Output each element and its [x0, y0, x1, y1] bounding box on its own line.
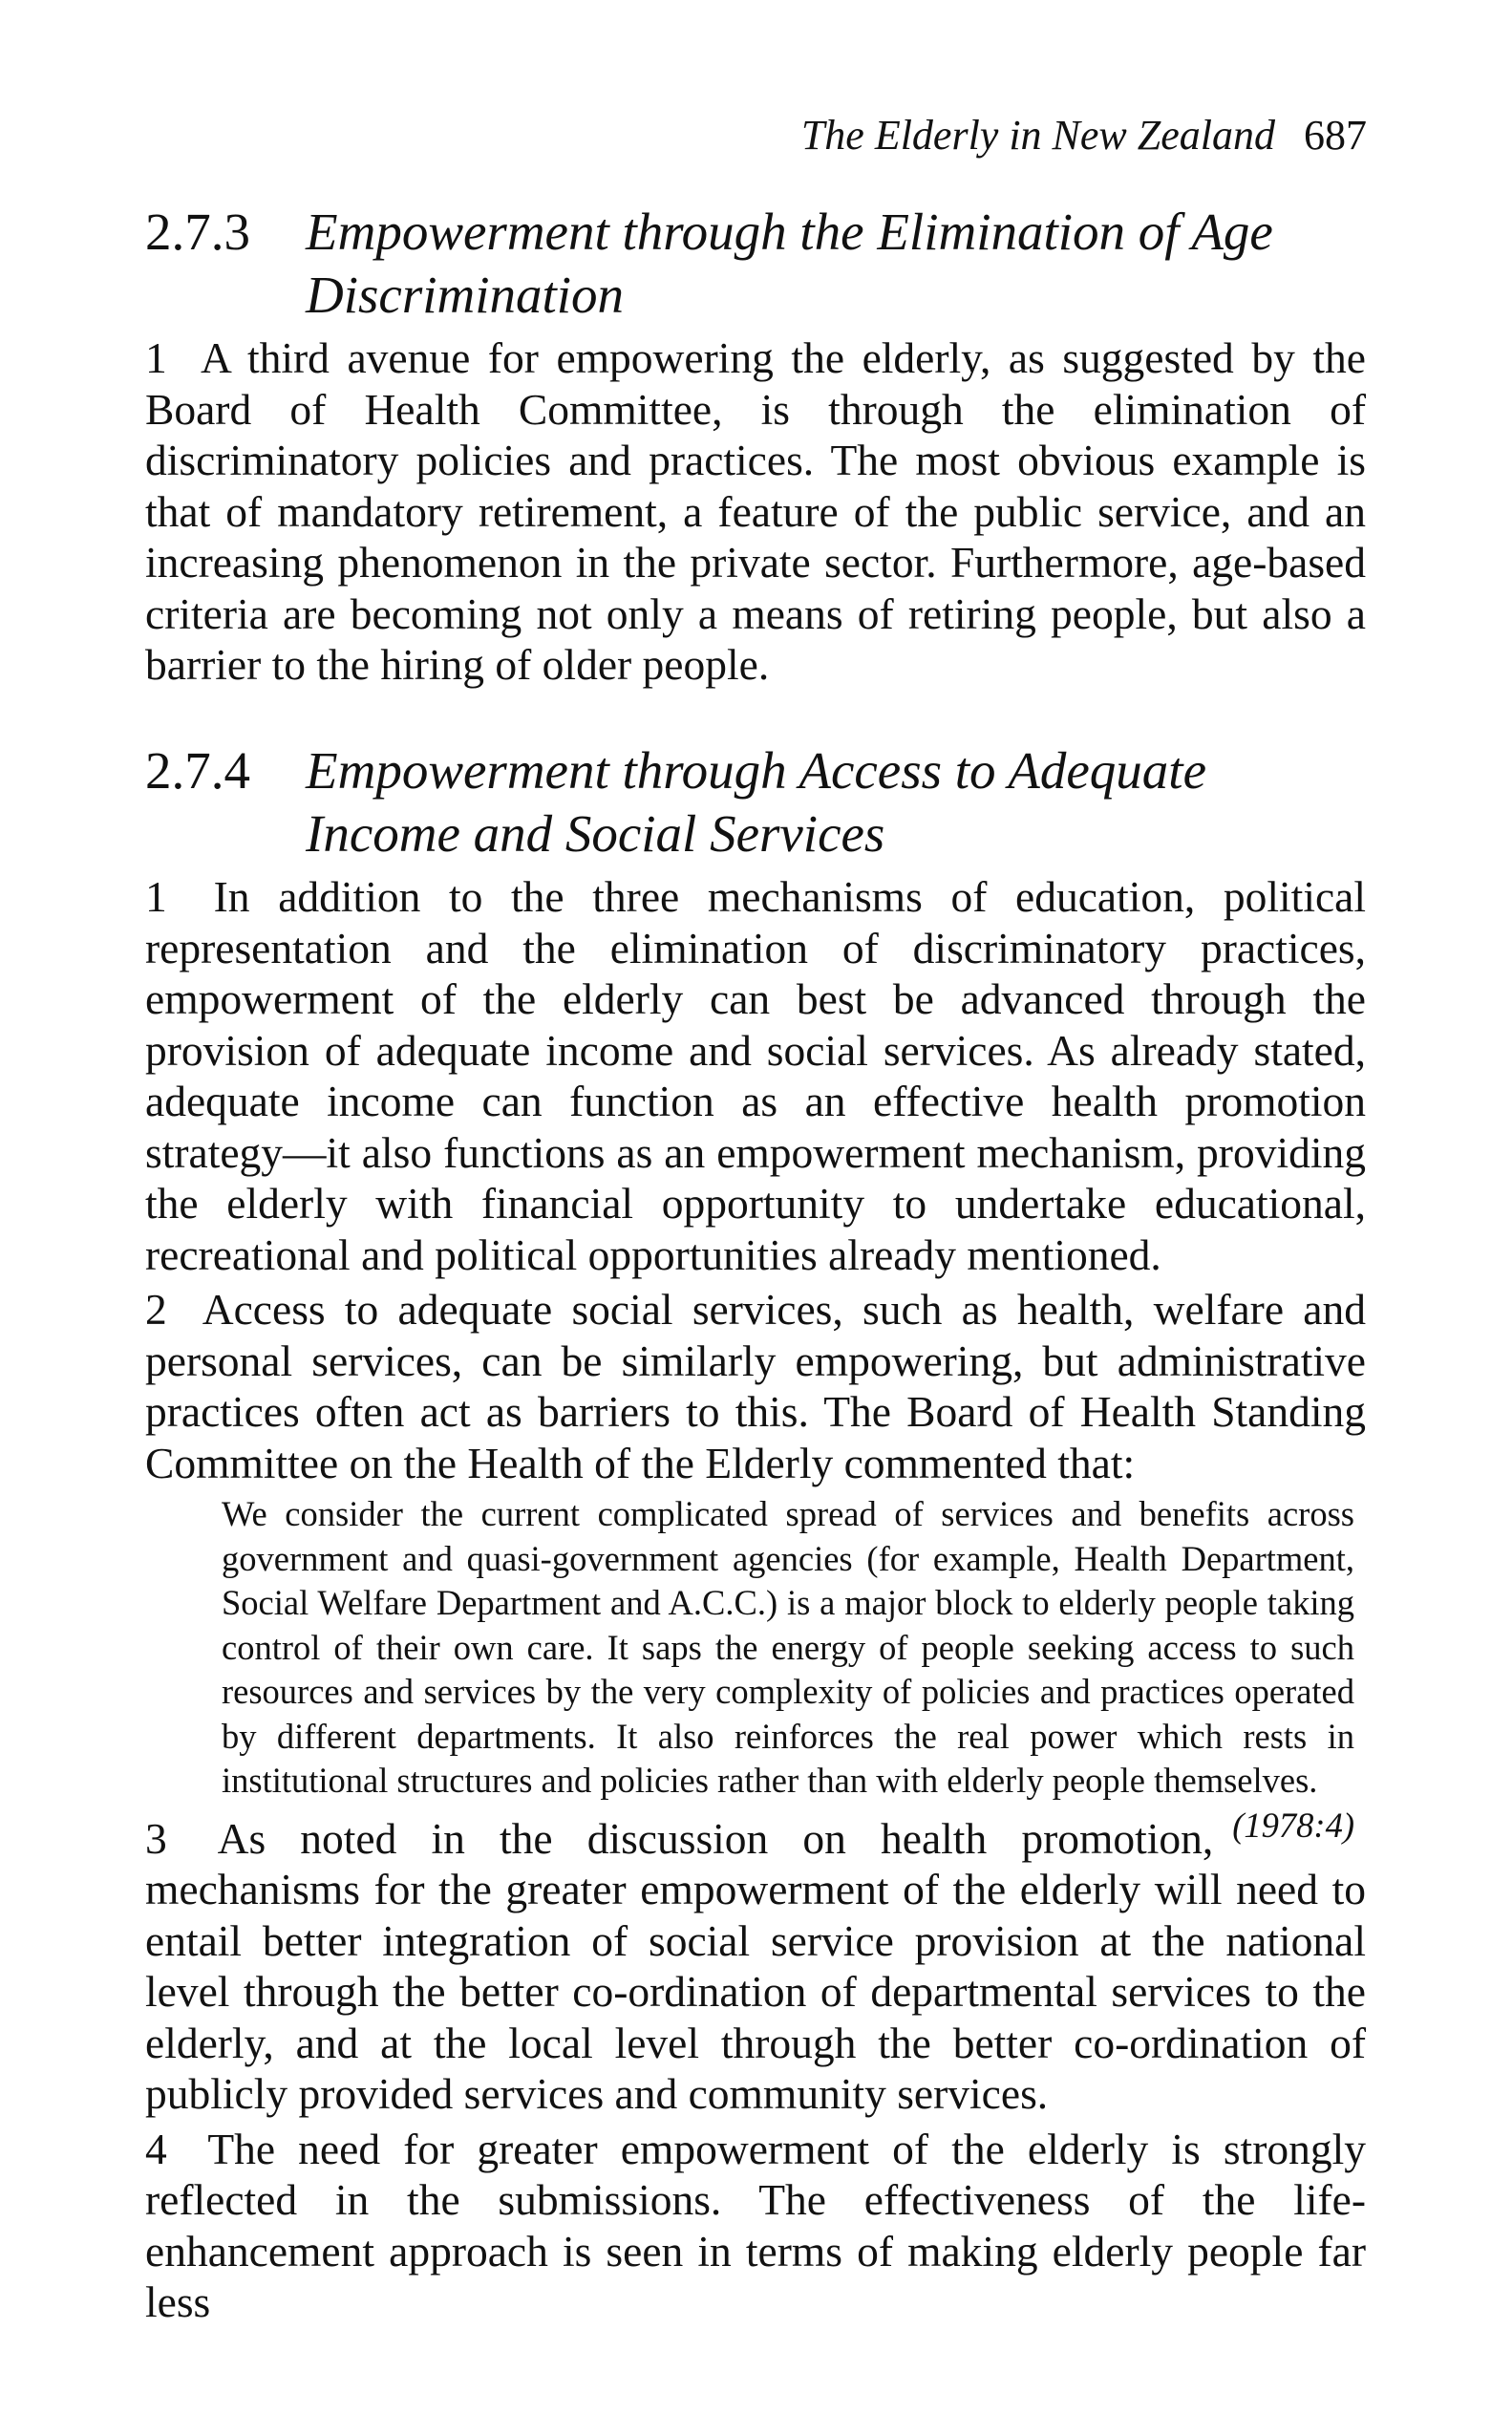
paragraph — [145, 1284, 1366, 1488]
paragraph-number: 4 — [145, 2124, 167, 2173]
paragraph-text: As noted in the discussion on health promotion, mechanisms for the greater empowerment of the elderly will need to entail better integration of social service provision at the national level through the better co-ordination of departmental services to the elderly, and at the local level through the better co-ordination of publicly provided services and community services. — [145, 1813, 1366, 2118]
quote-citation: (1978:4) — [1232, 1805, 1354, 1845]
paragraph-text: A third avenue for empowering the elderly, as suggested by the Board of Health Committee, is through the elimination of discriminatory policies and practices. The most obvious example is that of mandatory retirement, a feature of the public service, and an increasing phenomenon in the private sector. Furthermore, age-based criteria are becoming not only a means of retiring people, but also a barrier to the hiring of older people. — [145, 333, 1366, 689]
section-heading — [145, 739, 1366, 866]
paragraph-number: 1 — [145, 333, 167, 382]
paragraph-number: 3 — [145, 1813, 167, 1863]
page-number: 687 — [1304, 112, 1367, 159]
block-quote — [222, 1492, 1354, 1845]
section-number: 2.7.3 — [145, 203, 250, 261]
paragraph-text: In addition to the three mechanisms of education, political representation and the elimination of discriminatory practices, empowerment of the elderly can best be advanced through the provision of adequate income and social services. As already stated, adequate income can function as an effective health promotion strategy—it also functions as an empowerment mechanism, providing the elderly with financial opportunity to undertake educational, recreational and political opportunities already mentioned. — [145, 872, 1366, 1279]
section-title: Empowerment through the Elimination of Age Discrimination — [306, 203, 1273, 324]
paragraph-number: 2 — [145, 1285, 167, 1334]
paragraph — [145, 871, 1366, 1280]
paragraph — [145, 1813, 1366, 2120]
section-title: Empowerment through Access to Adequate Income and Social Services — [306, 741, 1207, 863]
paragraph — [145, 332, 1366, 691]
section-2-7-3 — [145, 201, 1366, 695]
quote-text: We consider the current complicated spread of services and benefits across government and quasi-government agencies (for example, Health Department, Social Welfare Department and A.C.C.) is a major block to elderly people taking control of their own care. It saps the energy of people seeking access to such resources and services by the very complexity of policies and practices operated by different departments. It also reinforces the real power which rests in institutional structures and policies rather than with elderly people themselves. — [222, 1494, 1354, 1800]
paragraph-text: Access to adequate social services, such as health, welfare and personal services, can be similarly empowering, but administrative practices often act as barriers to this. The Board of Health Standing Committee on the Health of the Elderly commented that: — [145, 1285, 1366, 1487]
section-heading — [145, 201, 1366, 327]
section-number: 2.7.4 — [145, 741, 250, 800]
paragraph-text: The need for greater empowerment of the elderly is strongly reflected in the submissions. The effectiveness of the life-enhancement approach is seen in terms of making elderly people far less — [145, 2124, 1366, 2326]
paragraph — [145, 2124, 1366, 2328]
section-2-7-4 — [145, 739, 1366, 2332]
paragraph-number: 1 — [145, 872, 167, 921]
running-head-title: The Elderly in New Zealand — [800, 112, 1275, 159]
running-head — [801, 109, 1367, 162]
